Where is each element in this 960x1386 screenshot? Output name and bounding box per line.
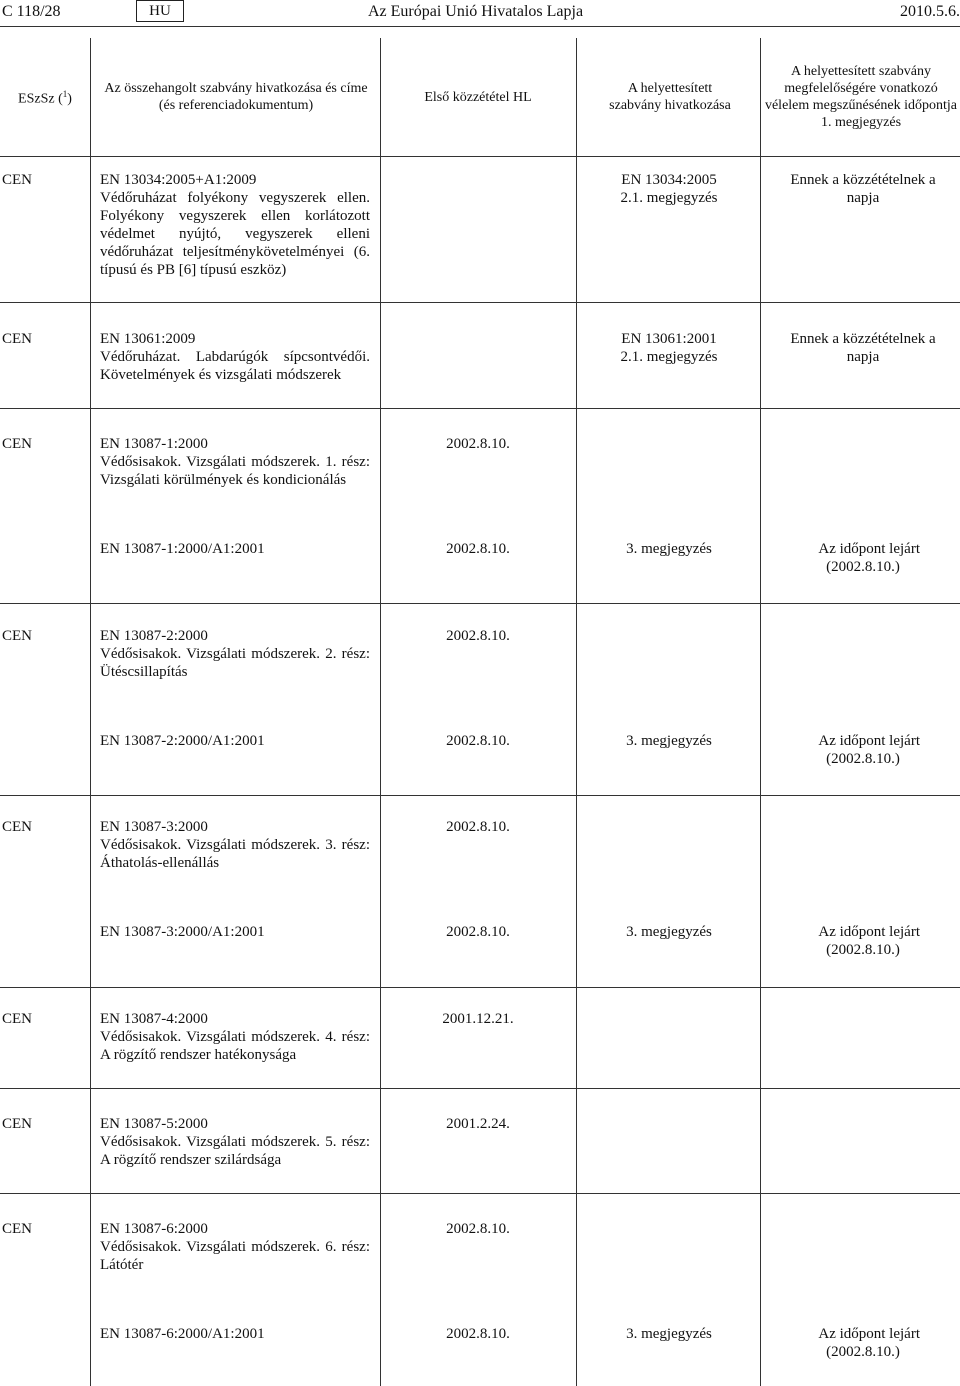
first-pub-cell: 2002.8.10. bbox=[446, 628, 510, 644]
cessation-cell bbox=[770, 330, 956, 366]
col-divider bbox=[576, 156, 577, 1386]
replaced-ref: EN 13034:2005 bbox=[621, 172, 717, 188]
replaced-cell bbox=[584, 923, 754, 941]
standard-title: Védőruházat. Labdarúgók sípcsontvédői. Követelmények és vizsgálati módszerek bbox=[100, 349, 370, 383]
standard-ref: EN 13087-3:2000/A1:2001 bbox=[100, 924, 265, 940]
standard-title: Védősisakok. Vizsgálati módszerek. 4. rész: A rögzítő rendszer hatékonysága bbox=[100, 1029, 370, 1063]
standard-cell bbox=[100, 1325, 370, 1343]
replaced-ref: 3. megjegyzés bbox=[626, 924, 712, 940]
standard-cell bbox=[100, 540, 370, 558]
replaced-ref: 3. megjegyzés bbox=[626, 541, 712, 557]
standard-ref: EN 13087-6:2000/A1:2001 bbox=[100, 1326, 265, 1342]
cessation-cell bbox=[770, 1325, 956, 1361]
org-cell: CEN bbox=[2, 628, 32, 644]
cessation-line2: napja bbox=[846, 190, 880, 206]
standard-ref: EN 13034:2005+A1:2009 bbox=[100, 172, 257, 188]
standard-ref: EN 13087-2:2000/A1:2001 bbox=[100, 733, 265, 749]
cessation-line2: napja bbox=[846, 349, 880, 365]
standard-title: Védősisakok. Vizsgálati módszerek. 5. rész: A rögzítő rendszer szilárdsága bbox=[100, 1134, 370, 1168]
org-cell: CEN bbox=[2, 1011, 32, 1027]
col-header-replaced-label: A helyettesített szabvány hivatkozása bbox=[609, 81, 731, 113]
replaced-ref: 3. megjegyzés bbox=[626, 1326, 712, 1342]
col-header-org: ESzSz ($^1$) bbox=[18, 89, 72, 107]
cessation-cell bbox=[770, 923, 956, 959]
col-divider bbox=[90, 156, 91, 1386]
col-divider bbox=[576, 38, 577, 156]
standard-cell bbox=[100, 1010, 370, 1064]
row-rule bbox=[0, 302, 960, 303]
first-pub-cell: 2002.8.10. bbox=[446, 924, 510, 940]
org-cell: CEN bbox=[2, 436, 32, 452]
standard-cell bbox=[100, 1115, 370, 1169]
standard-ref: EN 13087-6:2000 bbox=[100, 1221, 208, 1237]
org-cell: CEN bbox=[2, 331, 32, 347]
col-divider bbox=[760, 38, 761, 156]
cessation-line2: (2002.8.10.) bbox=[826, 559, 900, 575]
standard-ref: EN 13087-1:2000 bbox=[100, 436, 208, 452]
row-rule bbox=[0, 987, 960, 988]
row-rule bbox=[0, 408, 960, 409]
col-header-standard-line2: (és referenciadokumentum) bbox=[158, 98, 314, 113]
replaced-cell bbox=[584, 732, 754, 750]
standard-cell bbox=[100, 171, 370, 279]
replaced-note: 2.1. megjegyzés bbox=[620, 349, 718, 365]
first-pub-cell: 2001.2.24. bbox=[446, 1116, 510, 1132]
col-header-org-label: ESzSz bbox=[18, 91, 55, 107]
cessation-line1: Az időpont lejárt bbox=[818, 733, 920, 749]
standard-ref: EN 13061:2009 bbox=[100, 331, 196, 347]
first-pub-cell: 2002.8.10. bbox=[446, 541, 510, 557]
replaced-ref: 3. megjegyzés bbox=[626, 733, 712, 749]
page-number: C 118/28 bbox=[2, 3, 61, 20]
row-rule bbox=[0, 1088, 960, 1089]
col-divider bbox=[90, 38, 91, 156]
standard-title: Védősisakok. Vizsgálati módszerek. 2. rész: Ütéscsillapítás bbox=[100, 646, 370, 680]
replaced-cell bbox=[584, 171, 754, 207]
col-header-standard bbox=[92, 38, 380, 156]
page-header bbox=[0, 0, 960, 28]
standard-ref: EN 13087-5:2000 bbox=[100, 1116, 208, 1132]
first-pub-cell: 2002.8.10. bbox=[446, 733, 510, 749]
replaced-cell bbox=[584, 330, 754, 366]
col-divider bbox=[760, 156, 761, 1386]
cessation-line2: (2002.8.10.) bbox=[826, 1344, 900, 1360]
first-pub-cell: 2002.8.10. bbox=[446, 1326, 510, 1342]
standard-cell bbox=[100, 1220, 370, 1274]
cessation-cell bbox=[770, 540, 956, 576]
standard-title: Védősisakok. Vizsgálati módszerek. 3. rész: Áthatolás-ellenállás bbox=[100, 837, 370, 871]
cessation-line1: Az időpont lejárt bbox=[818, 924, 920, 940]
standard-title: Védősisakok. Vizsgálati módszerek. 1. rész: Vizsgálati körülmények és kondicionálás bbox=[100, 454, 370, 488]
first-pub-cell: 2002.8.10. bbox=[446, 1221, 510, 1237]
replaced-note: 2.1. megjegyzés bbox=[620, 190, 718, 206]
standard-cell bbox=[100, 818, 370, 872]
org-cell: CEN bbox=[2, 172, 32, 188]
standard-cell bbox=[100, 923, 370, 941]
col-divider bbox=[380, 156, 381, 1386]
replaced-ref: EN 13061:2001 bbox=[621, 331, 717, 347]
row-rule bbox=[0, 603, 960, 604]
col-header-cessation-line2: 1. megjegyzés bbox=[820, 115, 902, 130]
standard-title: Védőruházat folyékony vegyszerek ellen. Folyékony vegyszerek ellen korlátozott védelmet nyújtó, vegyszerek elleni védőruházat teljesítménykövetelményei (6. típusú és PB [6] típusú eszköz) bbox=[100, 190, 370, 278]
cessation-line1: Az időpont lejárt bbox=[818, 1326, 920, 1342]
standard-ref: EN 13087-1:2000/A1:2001 bbox=[100, 541, 265, 557]
journal-title: Az Európai Unió Hivatalos Lapja bbox=[368, 3, 584, 20]
standard-ref: EN 13087-4:2000 bbox=[100, 1011, 208, 1027]
col-header-cessation bbox=[762, 38, 960, 156]
standard-cell bbox=[100, 435, 370, 489]
replaced-cell bbox=[584, 1325, 754, 1343]
publication-date: 2010.5.6. bbox=[900, 3, 960, 20]
row-rule bbox=[0, 795, 960, 796]
cessation-cell bbox=[770, 732, 956, 768]
col-header-standard-line1: Az összehangolt szabvány hivatkozása és címe bbox=[104, 81, 368, 96]
org-cell: CEN bbox=[2, 1221, 32, 1237]
language-badge: HU bbox=[136, 0, 184, 22]
footnote-ref: 1 bbox=[62, 89, 68, 100]
cessation-line2: (2002.8.10.) bbox=[826, 751, 900, 767]
org-cell: CEN bbox=[2, 1116, 32, 1132]
standard-cell bbox=[100, 732, 370, 750]
first-pub-cell: 2001.12.21. bbox=[442, 1011, 514, 1027]
first-pub-cell: 2002.8.10. bbox=[446, 436, 510, 452]
col-header-first-pub bbox=[380, 38, 576, 156]
col-header-first-pub-label: Első közzététel HL bbox=[424, 89, 532, 105]
standard-cell bbox=[100, 627, 370, 681]
org-cell: CEN bbox=[2, 819, 32, 835]
cessation-line1: Az időpont lejárt bbox=[818, 541, 920, 557]
standard-cell bbox=[100, 330, 370, 384]
row-rule bbox=[0, 1193, 960, 1194]
col-divider bbox=[380, 38, 381, 156]
cessation-line2: (2002.8.10.) bbox=[826, 942, 900, 958]
cessation-line1: Ennek a közzétételnek a bbox=[790, 172, 936, 188]
header-rule bbox=[0, 26, 960, 27]
cessation-cell bbox=[770, 171, 956, 207]
cessation-line1: Ennek a közzétételnek a bbox=[790, 331, 936, 347]
header-bottom-rule bbox=[0, 156, 960, 157]
standard-title: Védősisakok. Vizsgálati módszerek. 6. rész: Látótér bbox=[100, 1239, 370, 1273]
col-header-cessation-line1: A helyettesített szabvány megfelelőségére vonatkozó vélelem megszűnésének időpontja bbox=[764, 64, 958, 113]
replaced-cell bbox=[584, 540, 754, 558]
first-pub-cell: 2002.8.10. bbox=[446, 819, 510, 835]
standard-ref: EN 13087-3:2000 bbox=[100, 819, 208, 835]
standard-ref: EN 13087-2:2000 bbox=[100, 628, 208, 644]
col-header-replaced bbox=[580, 38, 760, 156]
